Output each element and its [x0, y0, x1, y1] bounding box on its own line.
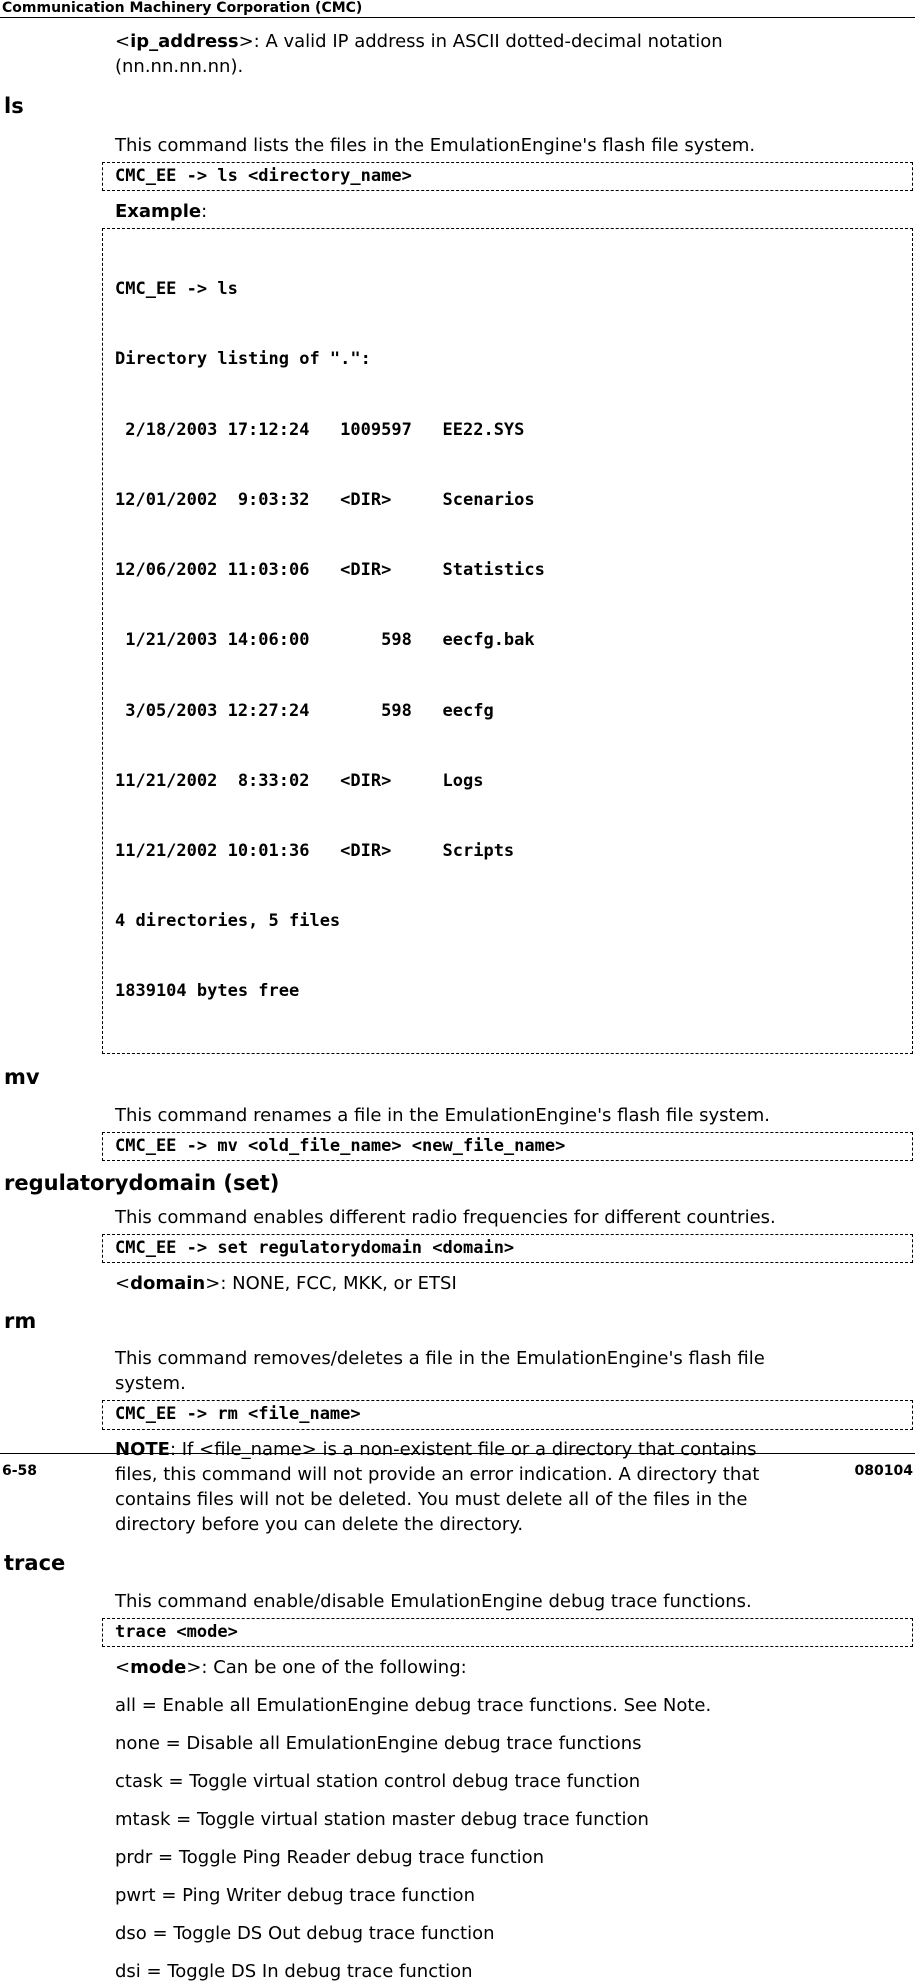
mv-syntax: CMC_EE -> mv <old_file_name> <new_file_name>	[102, 1132, 913, 1161]
rm-note-line: contains files will not be deleted. You must delete all of the files in the	[115, 1488, 748, 1510]
regdomain-desc: This command enables different radio frequencies for different countries.	[115, 1207, 776, 1229]
trace-mode-desc: <mode>: Can be one of the following:	[115, 1657, 467, 1679]
code-line: 1/21/2003 14:06:00 598 eecfg.bak	[115, 630, 535, 651]
code-line: 4 directories, 5 files	[115, 911, 341, 932]
ip-address-term: ip_address	[130, 31, 239, 52]
regdomain-term: domain	[130, 1273, 206, 1295]
rm-note-line: directory before you can delete the directory.	[115, 1513, 524, 1535]
rm-note-line: : If <file_name> is a non-existent file or a directory that contains	[169, 1438, 757, 1460]
footer-page-number: 6-58	[2, 1463, 38, 1479]
ip-address-desc-a: : A valid IP address in ASCII dotted-decimal notation	[253, 31, 723, 52]
code-line: Directory listing of ".":	[115, 349, 371, 370]
trace-mode-item: pwrt = Ping Writer debug trace function	[115, 1885, 475, 1907]
regdomain-values-text: : NONE, FCC, MKK, or ETSI	[220, 1273, 457, 1295]
trace-heading: trace	[4, 1550, 66, 1575]
trace-mode-item: none = Disable all EmulationEngine debug trace functions	[115, 1733, 642, 1755]
regdomain-syntax: CMC_EE -> set regulatorydomain <domain>	[102, 1234, 913, 1263]
trace-mode-item: all = Enable all EmulationEngine debug trace functions. See Note.	[115, 1695, 712, 1717]
ls-heading: ls	[4, 94, 24, 118]
page-footer	[0, 1453, 915, 1480]
ls-example-label-line: Example:	[115, 201, 208, 223]
code-line: 12/01/2002 9:03:32 <DIR> Scenarios	[115, 489, 535, 510]
trace-mode-term: mode	[130, 1657, 187, 1679]
mv-heading: mv	[4, 1064, 40, 1089]
trace-syntax: trace <mode>	[102, 1618, 913, 1647]
ls-example-label: Example	[115, 201, 202, 223]
code-line: CMC_EE -> ls	[115, 279, 238, 300]
rm-note-line: files, this command will not provide an error indication. A directory that	[115, 1463, 760, 1485]
code-line: 3/05/2003 12:27:24 598 eecfg	[115, 700, 494, 721]
footer-doc-number: 080104	[854, 1463, 913, 1479]
code-line: 2/18/2003 17:12:24 1009597 EE22.SYS	[115, 419, 525, 440]
trace-mode-item: dso = Toggle DS Out debug trace function	[115, 1923, 495, 1945]
code-line: 1839104 bytes free	[115, 981, 300, 1002]
ls-example-block	[102, 228, 913, 1053]
ls-syntax: CMC_EE -> ls <directory_name>	[102, 162, 913, 191]
regdomain-values: <domain>: NONE, FCC, MKK, or ETSI	[115, 1273, 457, 1295]
ip-address-desc: <ip_address>: A valid IP address in ASCII dotted-decimal notation (nn.nn.nn.nn).	[115, 29, 877, 79]
rm-heading: rm	[4, 1309, 37, 1334]
trace-mode-item: ctask = Toggle virtual station control debug trace function	[115, 1771, 641, 1793]
code-line: 12/06/2002 11:03:06 <DIR> Statistics	[115, 560, 545, 581]
header-title: Communication Machinery Corporation (CMC)	[2, 0, 363, 16]
rm-desc-b: system.	[115, 1373, 186, 1395]
trace-mode-term-desc: : Can be one of the following:	[201, 1657, 467, 1679]
trace-desc: This command enable/disable EmulationEngine debug trace functions.	[115, 1590, 752, 1612]
regdomain-heading: regulatorydomain (set)	[4, 1171, 280, 1196]
ip-address-desc-b: (nn.nn.nn.nn).	[115, 56, 244, 77]
trace-mode-item: prdr = Toggle Ping Reader debug trace function	[115, 1847, 545, 1869]
rm-desc	[115, 1346, 877, 1396]
rm-note-label: NOTE	[115, 1438, 170, 1460]
code-line: 11/21/2002 10:01:36 <DIR> Scripts	[115, 840, 515, 861]
trace-mode-item: dsi = Toggle DS In debug trace function	[115, 1961, 473, 1983]
rm-syntax: CMC_EE -> rm <file_name>	[102, 1400, 913, 1429]
mv-desc: This command renames a file in the EmulationEngine's flash file system.	[115, 1104, 770, 1126]
page-content	[0, 26, 915, 1984]
trace-mode-item: mtask = Toggle virtual station master debug trace function	[115, 1809, 649, 1831]
page-header	[0, 0, 915, 18]
rm-note	[115, 1437, 877, 1537]
ls-desc: This command lists the files in the EmulationEngine's flash file system.	[115, 135, 756, 156]
code-line: 11/21/2002 8:33:02 <DIR> Logs	[115, 770, 484, 791]
rm-desc-a: This command removes/deletes a file in the EmulationEngine's flash file	[115, 1348, 765, 1370]
